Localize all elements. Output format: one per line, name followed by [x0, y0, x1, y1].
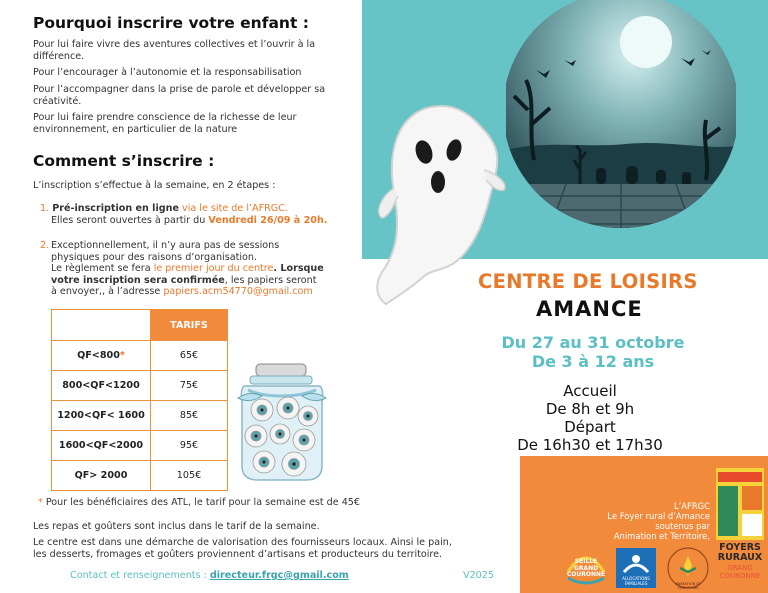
caf-logo: ALLOCATIONS FAMILIALES: [616, 548, 656, 588]
tariff-label: 1200<QF< 1600: [52, 401, 151, 431]
location-title: AMANCE: [536, 297, 643, 321]
table-row: [52, 371, 228, 401]
arrival-label: Accueil: [563, 382, 617, 400]
step-1-number: 1.: [40, 203, 50, 214]
departure-hours: De 16h30 et 17h30: [517, 436, 663, 454]
why-paragraph-3: Pour l’accompagner dans la prise de parole et développer sa créativité.: [33, 84, 326, 107]
step-1-date: Vendredi 26/09 à 20h.: [208, 214, 328, 226]
section-how-title: Comment s’inscrire :: [33, 152, 215, 170]
spooky-night-scene: [506, 0, 736, 234]
date-range: Du 27 au 31 octobre: [501, 333, 685, 352]
tariff-corner-cell: [52, 310, 151, 341]
tariff-value: 85€: [151, 401, 228, 431]
foyers-ruraux-logo: FOYERS RURAUX GRAND COURONNE: [716, 468, 764, 586]
dates-block: [490, 333, 696, 371]
hours-block: [500, 382, 680, 454]
tariff-label: 1600<QF<2000: [52, 431, 151, 461]
tariff-value: 105€: [151, 461, 228, 491]
tariff-table: [51, 309, 228, 491]
tariff-header: TARIFS: [151, 310, 228, 341]
step-2-line1: Exceptionnellement, il n’y aura pas de sessions physiques pour des raisons d’organisation.: [51, 240, 280, 263]
why-paragraph-1: Pour lui faire vivre des aventures collectives et l’ouvrir à la différence.: [33, 39, 316, 62]
table-row: [52, 461, 228, 491]
afrgc-site-link[interactable]: via le site de l’AFRGC.: [182, 203, 288, 214]
version-label: V2025: [463, 570, 494, 581]
local-suppliers-note: Le centre est dans une démarche de valorisation des fournisseurs locaux. Ainsi le pain, les desserts, fromages et goûters proviennent d’artisans et producteurs du territoire.: [33, 537, 452, 560]
step-2-first-day: le premier jour du centre: [153, 263, 274, 274]
tariff-label: 800<QF<1200: [52, 371, 151, 401]
partners-text: L’AFRGC Le Foyer rural d’Amance soutenus par Animation et Territoire,: [607, 501, 710, 541]
table-row: [52, 341, 228, 371]
tariff-label: QF> 2000: [52, 461, 151, 491]
tariff-value: 95€: [151, 431, 228, 461]
step-1-opening: Elles seront ouvertes à partir du: [51, 214, 206, 226]
arrival-hours: De 8h et 9h: [545, 400, 635, 418]
table-row: [52, 431, 228, 461]
step-2-confirmed: votre inscription sera confirmée: [51, 274, 225, 286]
departure-label: Départ: [564, 418, 616, 436]
section-why-title: Pourquoi inscrire votre enfant :: [33, 14, 309, 32]
animation-territoire-logo: ANIMATION ET TERRITOIRE: [666, 546, 710, 590]
why-paragraph-4: Pour lui faire prendre conscience de la richesse de leur environnement, en particulier de la nature: [33, 112, 297, 135]
step-1-bold: Pré-inscription en ligne: [52, 203, 179, 214]
how-intro: L’inscription s’effectue à la semaine, en 2 étapes :: [33, 180, 276, 191]
step-2-number: 2.: [40, 240, 50, 251]
step-2: [40, 240, 325, 298]
age-range: De 3 à 12 ans: [531, 352, 655, 371]
step-2-line2a: Le règlement se fera: [51, 263, 151, 274]
tariff-value: 65€: [151, 341, 228, 371]
why-paragraph-2: Pour l’encourager à l’autonomie et la responsabilisation: [33, 67, 302, 78]
step-2-line2c: . Lorsque: [273, 263, 324, 274]
step-2-line3b: , les papiers seront à envoyer,, à l’adresse: [51, 274, 317, 297]
atl-footnote: * Pour les bénéficiaires des ATL, le tarif pour la semaine est de 45€: [38, 497, 361, 508]
papers-email-link[interactable]: papiers.acm54770@gmail.com: [163, 286, 313, 297]
eyeball-jar-illustration: [236, 362, 328, 484]
meals-note: Les repas et goûters sont inclus dans le tarif de la semaine.: [33, 521, 320, 532]
contact-label: Contact et renseignements :: [70, 570, 207, 581]
tariff-label: QF<800*: [52, 341, 151, 371]
contact-line: [70, 570, 349, 582]
tariff-value: 75€: [151, 371, 228, 401]
centre-title: CENTRE DE LOISIRS: [478, 270, 698, 293]
tariff-header-row: [52, 310, 228, 341]
step-1: [40, 203, 330, 226]
seille-grand-couronne-logo: SEILLE GRAND COURONNE: [564, 548, 608, 588]
director-email-link[interactable]: directeur.frgc@gmail.com: [209, 570, 349, 581]
table-row: [52, 401, 228, 431]
